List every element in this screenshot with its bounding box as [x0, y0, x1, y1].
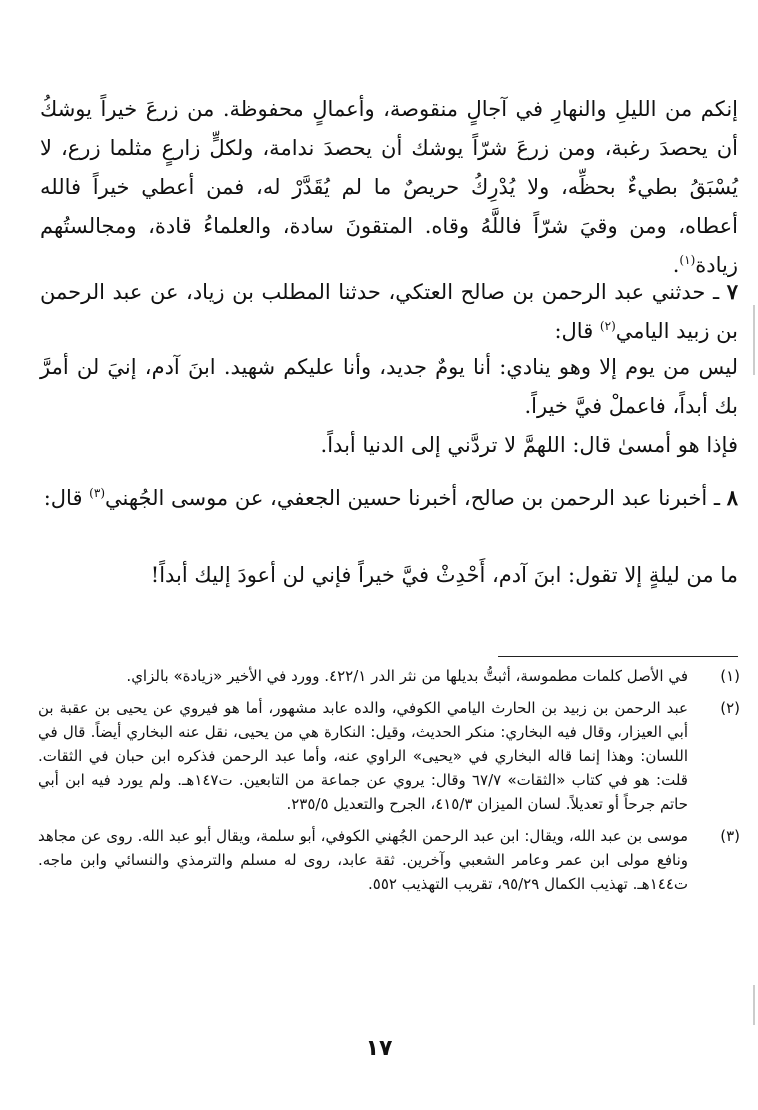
- paragraph-text: ـ حدثني عبد الرحمن بن صالح العتكي، حدثنا المطلب بن زياد، عن عبد الرحمن بن زبيد اليامي: [40, 280, 738, 343]
- page-number: ١٧: [365, 1036, 393, 1061]
- footnote-2: [38, 696, 740, 816]
- paragraph-1: إنكم من الليلِ والنهارِ في آجالٍ منقوصة، وأعمالٍ محفوظة. من زرعَ خيراً يوشكُ أن يحصدَ رغبة، ومن زرعَ شرّاً يوشك أن يحصدَ ندامة، ولكلٍّ زارعٍ مثلما زرع، لا يُسْبَقُ بطيءٌ بحظِّه، ولا يُدْرِكُ حريصٌ ما لم يُقَدَّرْ له، فمن أعطي خيراً فالله أعطاه، ومن وقيَ شرّاً فاللَّهُ وقاه. المتقونَ سادة، والعلماءُ قادة، ومجالستُهم زيادة$^{(١)}$.: [40, 97, 738, 277]
- main-text-item-8: [40, 478, 738, 518]
- footnote-ref: (١): [679, 253, 696, 267]
- paragraph-text: ـ أخبرنا عبد الرحمن بن صالح، أخبرنا حسين الجعفي، عن موسى الجُهني: [105, 486, 727, 510]
- quote-paragraph: ما من ليلةٍ إلا تقول: ابنَ آدم، أَحْدِثْ فيَّ خيراً فإني لن أعودَ إليك أبداً!: [150, 563, 738, 587]
- footnote-1: [38, 664, 740, 688]
- quote-paragraph: ليس من يوم إلا وهو ينادي: أنا يومٌ جديد، وأنا عليكم شهيد. ابنَ آدم، إنيَ لن أمرَّ بك أبداً، فاعملْ فيَّ خيراً.: [40, 355, 738, 418]
- footnote-ref: (٣): [89, 486, 105, 500]
- footnote-separator: [498, 656, 738, 657]
- scan-edge-mark: [753, 985, 755, 1025]
- footnote-text: في الأصل كلمات مطموسة، أثبتُّ بديلها من نثر الدر ٤٢٢/١. وورد في الأخير «زيادة» بالزاي.: [126, 667, 688, 685]
- quote-text-3: [40, 556, 738, 595]
- paragraph-8: ٨ ـ أخبرنا عبد الرحمن بن صالح، أخبرنا حسين الجعفي، عن موسى الجُهني$^{(٣)}$ قال:: [43, 485, 738, 510]
- paragraph-7: ٧ ـ حدثني عبد الرحمن بن صالح العتكي، حدثنا المطلب بن زياد، عن عبد الرحمن بن زبيد اليامي$^{(٢)}$ قال:: [40, 279, 738, 343]
- quote-paragraph: فإذا هو أمسىٰ قال: اللهمَّ لا تردَّني إلى الدنيا أبداً.: [320, 433, 738, 457]
- scan-edge-mark: [753, 305, 755, 375]
- item-number: ٨: [726, 485, 738, 510]
- footnote-text: عبد الرحمن بن زبيد بن الحارث اليامي الكوفي، والده عابد مشهور، أما هو فيروي عن يحيى بن عقبة بن أبي العيزار، وقال فيه البخاري: منكر الحديث، وقيل: النكارة هي من يحيى، نقل عنه البخاري أيضاً. قال في اللسان: وهذا إنما قاله البخاري في «يحيى» الراوي عنه، وأما عبد الرحمن فذكره ابن حبان في الثقات. قلت: هو في كتاب «الثقات» ٦٧/٧ وقال: يروي عن جماعة من التابعين. ت١٤٧هـ. ولم يورد فيه ابن أبي حاتم جرحاً أو تعديلاً. لسان الميزان ٤١٥/٣، الجرح والتعديل ٢٣٥/٥.: [38, 699, 688, 813]
- footnote-number: (١): [720, 667, 740, 685]
- quote-text-1: [40, 348, 738, 426]
- main-text: [40, 90, 738, 285]
- paragraph-text: إنكم من الليلِ والنهارِ في آجالٍ منقوصة، وأعمالٍ محفوظة. من زرعَ خيراً يوشكُ أن يحصدَ رغبة، ومن زرعَ شرّاً يوشك أن يحصدَ ندامة، ولكلٍّ زارعٍ مثلما زرع، لا يُسْبَقُ بطيءٌ بحظِّه، ولا يُدْرِكُ حريصٌ ما لم يُقَدَّرْ له، فمن أعطي خيراً فالله أعطاه، ومن وقيَ شرّاً فاللَّهُ وقاه. المتقونَ سادة، والعلماءُ قادة، ومجالستُهم زيادة: [40, 97, 738, 277]
- main-text-item-7: [40, 272, 738, 351]
- footnote-ref: (٢): [599, 319, 616, 333]
- footnote-number: (٢): [720, 699, 740, 717]
- quote-text-2: [40, 426, 738, 465]
- footnotes: [38, 664, 740, 904]
- footnote-number: (٣): [720, 827, 740, 845]
- footnote-text: موسى بن عبد الله، ويقال: ابن عبد الرحمن الجُهني الكوفي، أبو سلمة، ويقال أبو عبد الله. روى عن مجاهد ونافع مولى ابن عمر وعامر الشعبي وآخرين. ثقة عابد، روى له مسلم والترمذي والنسائي وابن ماجه. ت١٤٤هـ. تهذيب الكمال ٩٥/٢٩، تقريب التهذيب ٥٥٢.: [38, 827, 688, 893]
- footnote-3: [38, 824, 740, 896]
- item-number: ٧: [726, 279, 738, 304]
